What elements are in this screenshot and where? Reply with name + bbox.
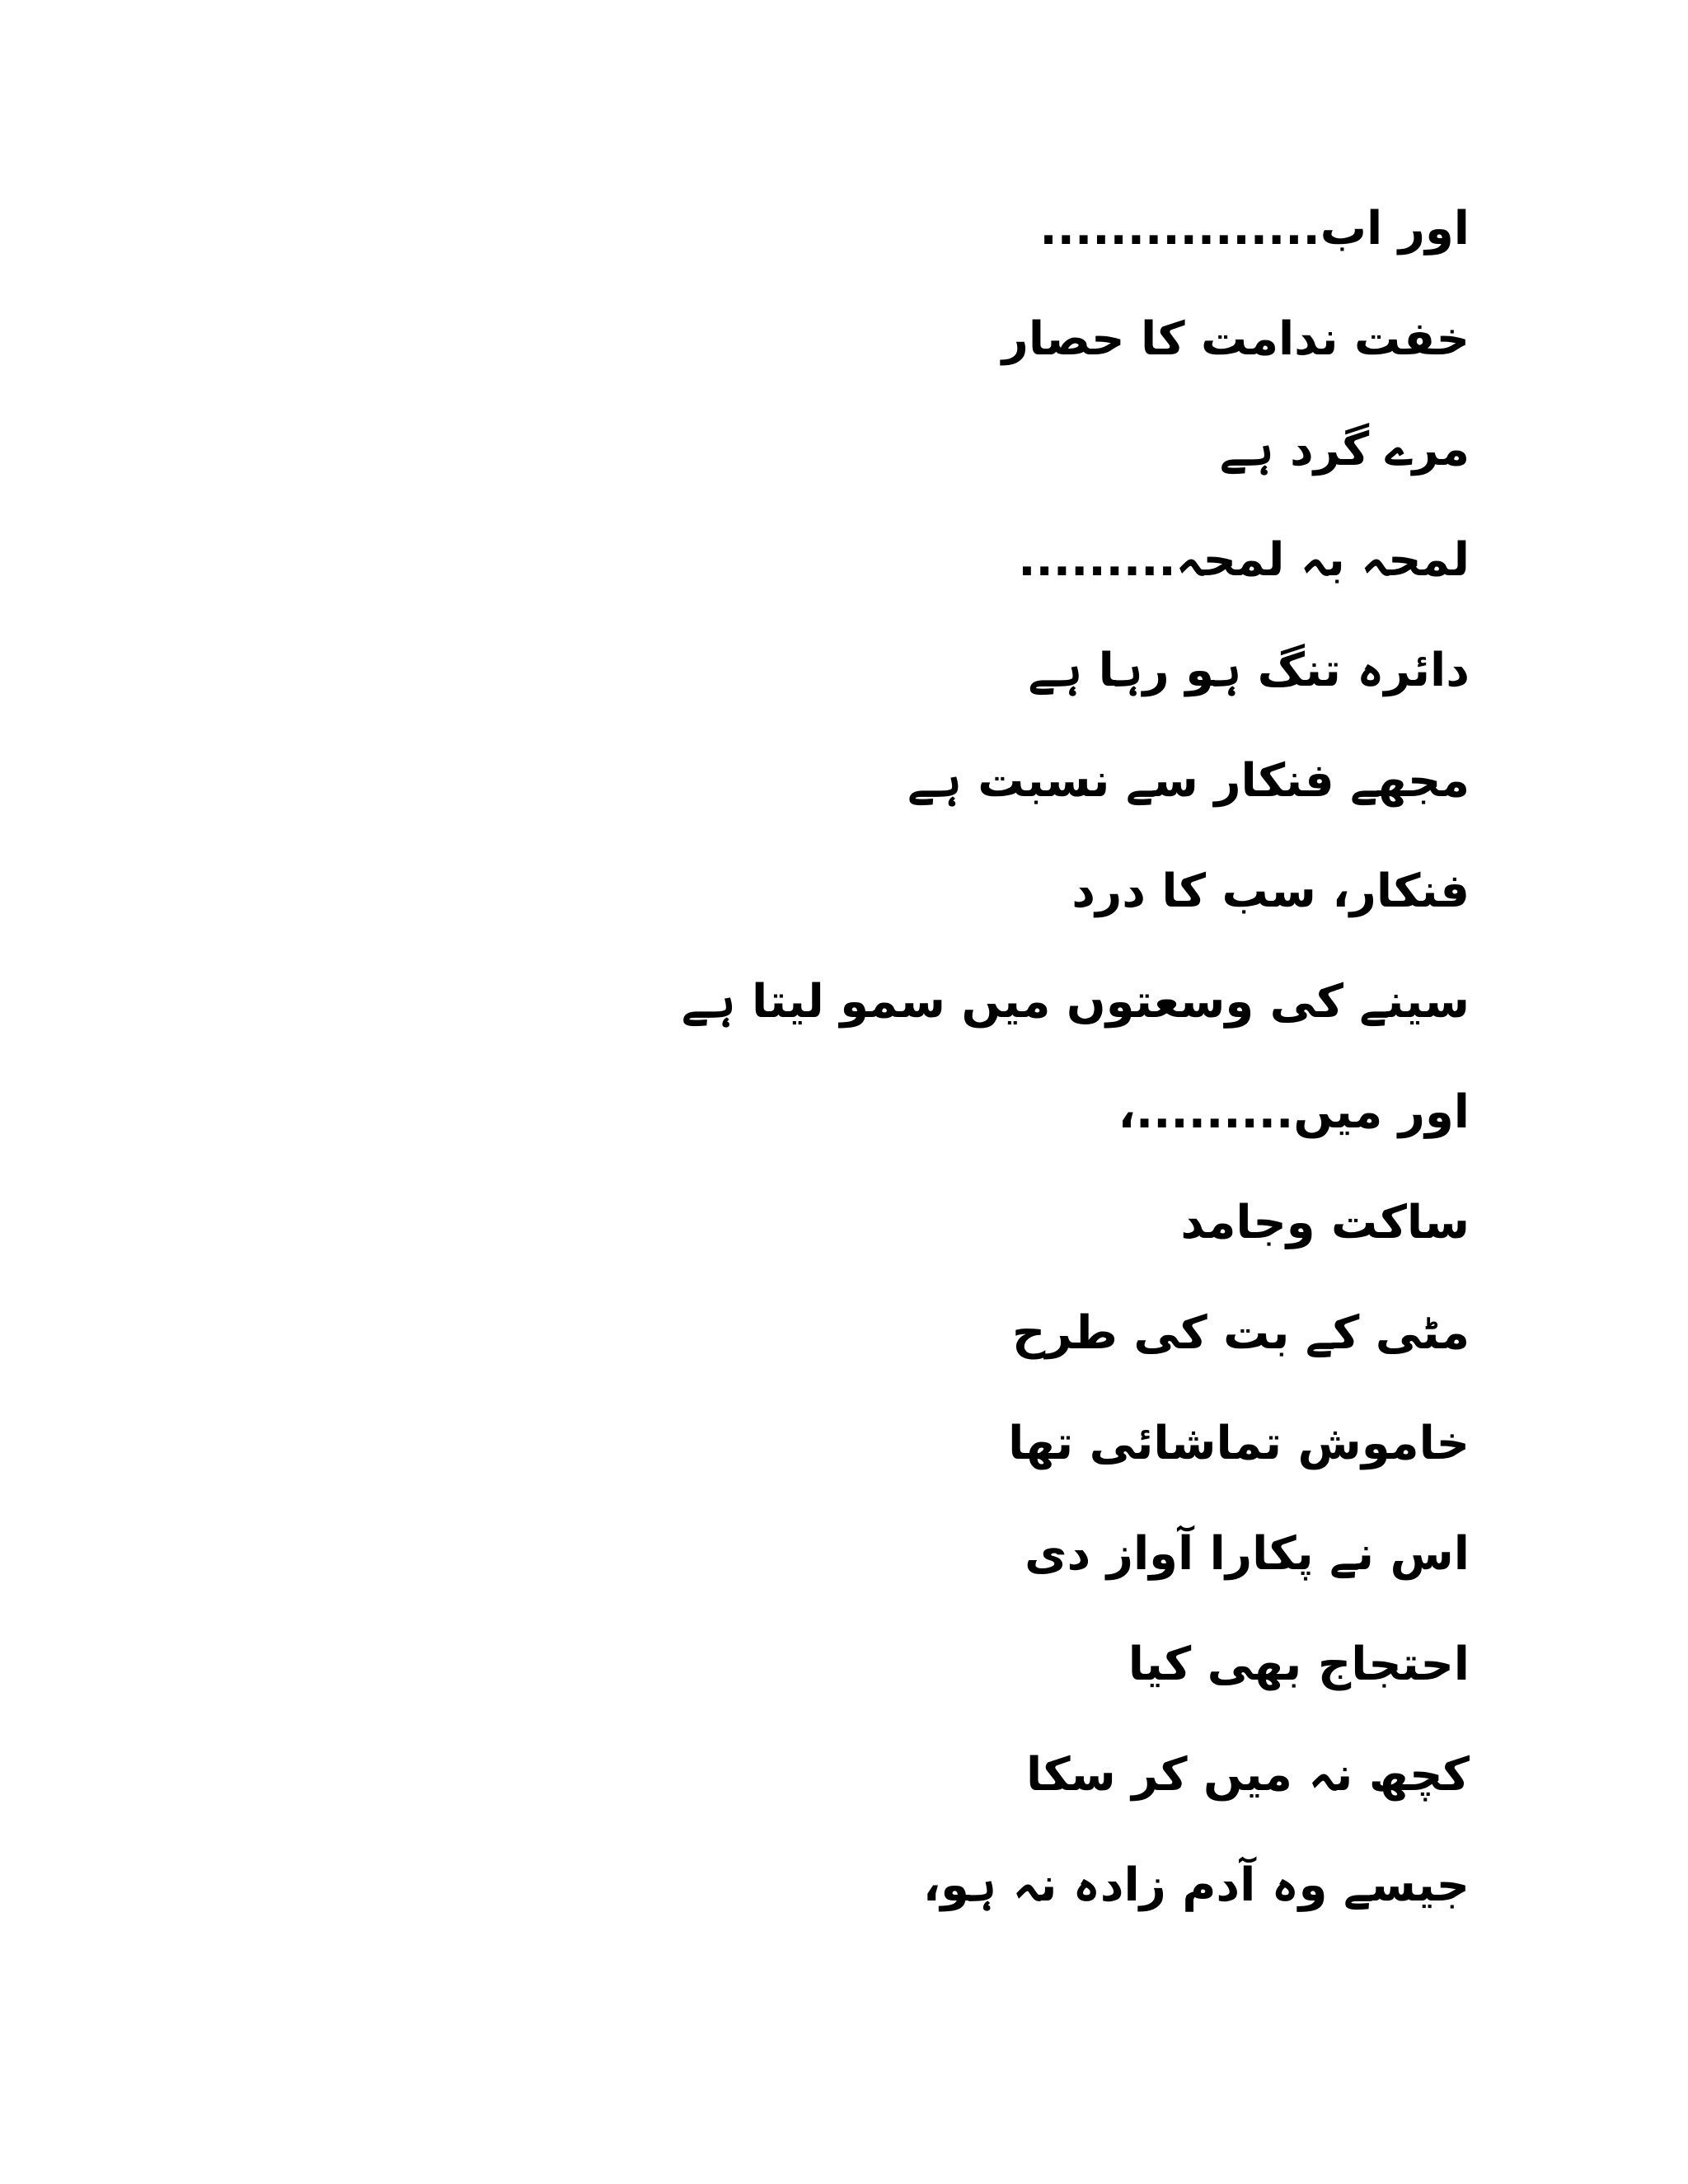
poem-line: لمحہ بہ لمحہ......... xyxy=(1018,533,1470,587)
poem-line: احتجاج بھی کیا xyxy=(1128,1638,1470,1691)
poem-text xyxy=(316,188,1470,1955)
poem-line: مرے گرد ہے xyxy=(1219,423,1470,476)
poem-line: خفت ندامت کا حصار xyxy=(1001,312,1470,366)
poem-line: جیسے وہ آدم زادہ نہ ہو، xyxy=(922,1858,1470,1912)
poem-line: اور میں.........، xyxy=(1118,1085,1470,1139)
poem-line: مجھے فنکار سے نسبت ہے xyxy=(907,754,1470,808)
poem-line: فنکار، سب کا درد xyxy=(1071,865,1470,918)
poem-line: دائرہ تنگ ہو رہا ہے xyxy=(1028,644,1470,697)
poem-line: ساکت وجامد xyxy=(1180,1196,1470,1249)
poem-line: سینے کی وسعتوں میں سمو لیتا ہے xyxy=(681,975,1470,1029)
poem-line: خاموش تماشائی تھا xyxy=(1008,1417,1470,1470)
poem-line: کچھ نہ میں کر سکا xyxy=(1025,1748,1470,1802)
poem-line: اور اب................ xyxy=(1039,202,1470,255)
poem-line: اس نے پکارا آواز دی xyxy=(1025,1527,1470,1581)
poem-line: مٹی کے بت کی طرح xyxy=(1011,1306,1470,1360)
